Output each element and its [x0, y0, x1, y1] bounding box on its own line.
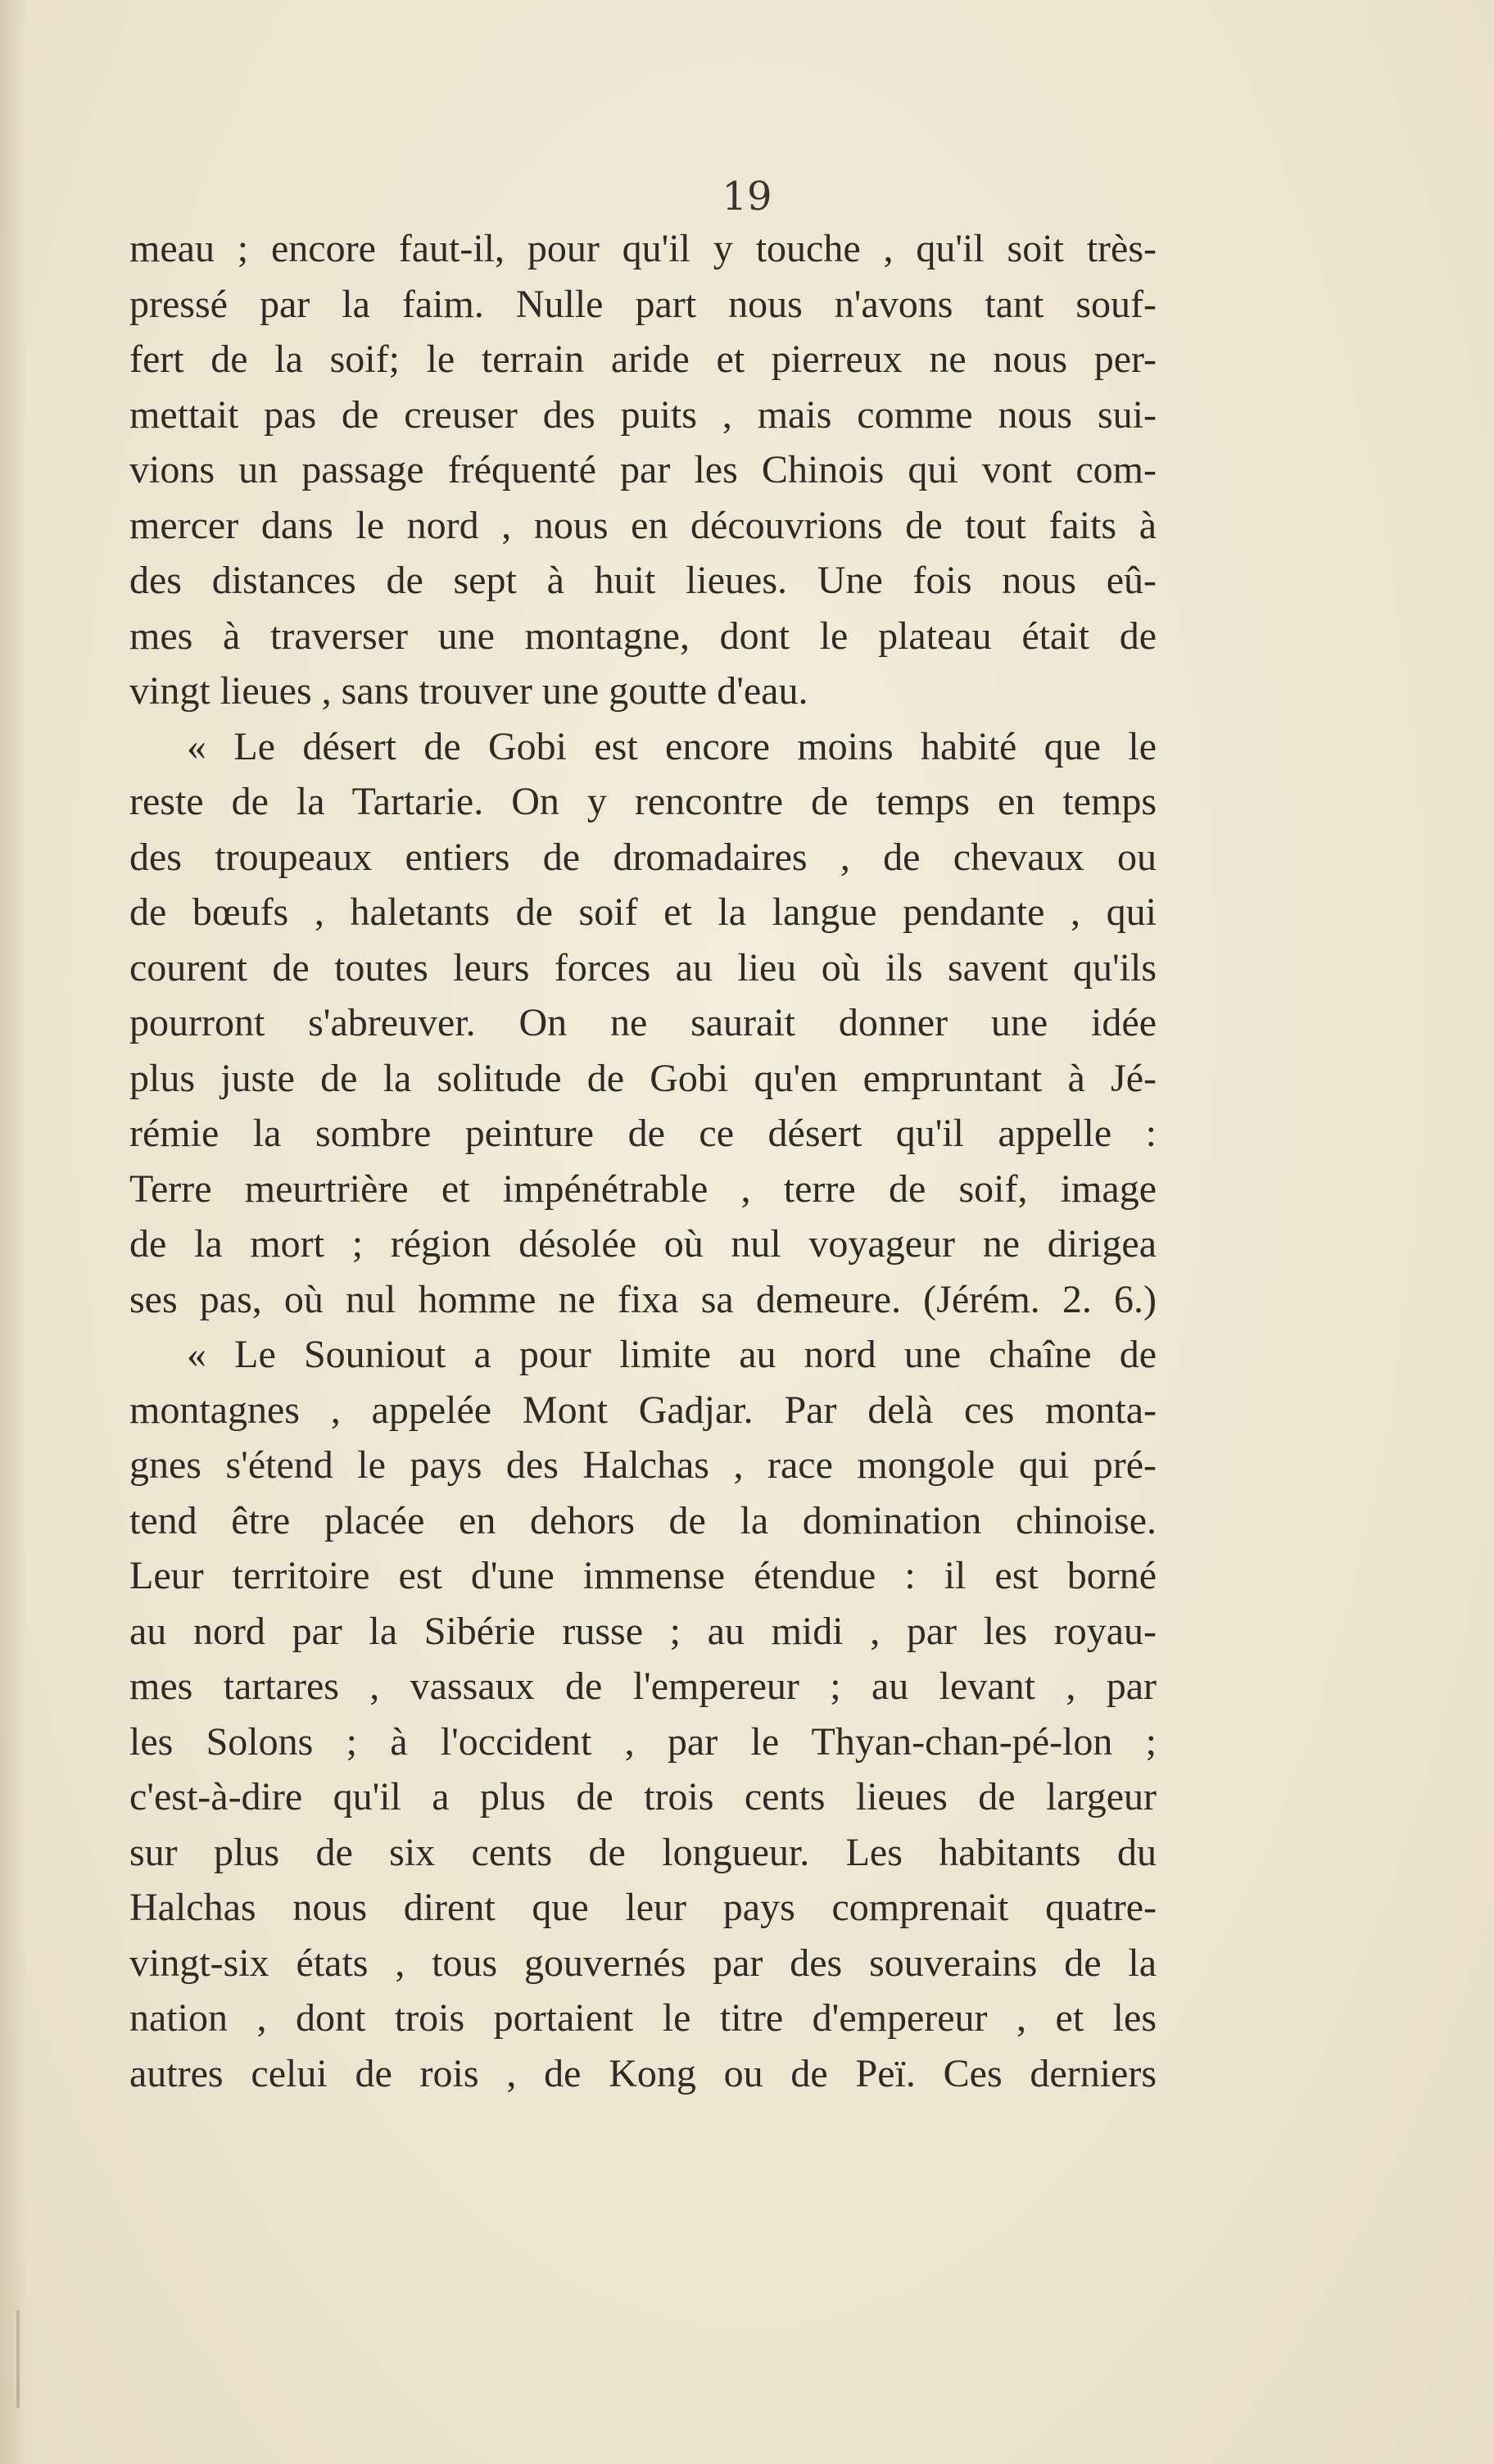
- body-text: [129, 221, 1157, 2101]
- text-line: les Solons ; à l'occident , par le Thyan-chan-pé-lon ;: [129, 1719, 1157, 1764]
- text-line: sur plus de six cents de longueur. Les habitants du: [129, 1830, 1157, 1874]
- page-number: 19: [722, 174, 772, 220]
- page-edge-mark: [16, 2310, 20, 2408]
- text-line: Halchas nous dirent que leur pays comprenait quatre-: [129, 1886, 1157, 1929]
- text-line: de bœufs , haletants de soif et la langue pendante , qui: [129, 890, 1157, 934]
- text-line: mettait pas de creuser des puits , mais comme nous sui-: [129, 392, 1157, 437]
- text-line: fert de la soif; le terrain aride et pierreux ne nous per-: [129, 337, 1157, 381]
- text-line: pourront s'abreuver. On ne saurait donner une idée: [129, 1001, 1157, 1044]
- text-line: Leur territoire est d'une immense étendue : il est borné: [129, 1554, 1157, 1597]
- text-line: gnes s'étend le pays des Halchas , race mongole qui pré-: [129, 1443, 1157, 1487]
- text-line: rémie la sombre peinture de ce désert qu'il appelle :: [129, 1112, 1157, 1155]
- text-line: Terre meurtrière et impénétrable , terre de soif, image: [129, 1166, 1157, 1211]
- text-line: nation , dont trois portaient le titre d'empereur , et les: [129, 1996, 1157, 2040]
- text-line: pressé par la faim. Nulle part nous n'avons tant souf-: [129, 282, 1157, 326]
- text-line: mercer dans le nord , nous en découvrions de tout faits à: [129, 503, 1157, 547]
- text-line: meau ; encore faut-il, pour qu'il y touche , qu'il soit très-: [129, 227, 1157, 270]
- text-line: c'est-à-dire qu'il a plus de trois cents lieues de largeur: [129, 1775, 1157, 1819]
- text-line: au nord par la Sibérie russe ; au midi , par les royau-: [129, 1609, 1157, 1653]
- text-line: « Le désert de Gobi est encore moins habité que le: [187, 724, 1157, 768]
- text-line: des distances de sept à huit lieues. Une fois nous eû-: [129, 559, 1157, 602]
- text-line: mes tartares , vassaux de l'empereur ; au levant , par: [129, 1665, 1157, 1708]
- text-line: « Le Souniout a pour limite au nord une chaîne de: [187, 1333, 1157, 1376]
- text-line: reste de la Tartarie. On y rencontre de temps en temps: [129, 780, 1157, 823]
- text-line: mes à traverser une montagne, dont le plateau était de: [129, 614, 1157, 658]
- binding-shadow: [0, 0, 28, 2464]
- text-line: vingt lieues , sans trouver une goutte d'eau.: [129, 669, 808, 713]
- text-line: autres celui de rois , de Kong ou de Peï. Ces derniers: [129, 2051, 1157, 2095]
- text-line: plus juste de la solitude de Gobi qu'en empruntant à Jé-: [129, 1056, 1157, 1100]
- text-line: courent de toutes leurs forces au lieu où ils savent qu'ils: [129, 945, 1157, 990]
- text-line: vingt-six états , tous gouvernés par des souverains de la: [129, 1941, 1157, 1985]
- text-line: ses pas, où nul homme ne fixa sa demeure. (Jérém. 2. 6.): [129, 1277, 1157, 1321]
- text-line: tend être placée en dehors de la domination chinoise.: [129, 1498, 1157, 1542]
- text-line: montagnes , appelée Mont Gadjar. Par delà ces monta-: [129, 1388, 1157, 1432]
- text-line: vions un passage fréquenté par les Chinois qui vont com-: [129, 448, 1157, 491]
- text-line: des troupeaux entiers de dromadaires , de chevaux ou: [129, 835, 1157, 879]
- text-line: de la mort ; région désolée où nul voyageur ne dirigea: [129, 1222, 1157, 1266]
